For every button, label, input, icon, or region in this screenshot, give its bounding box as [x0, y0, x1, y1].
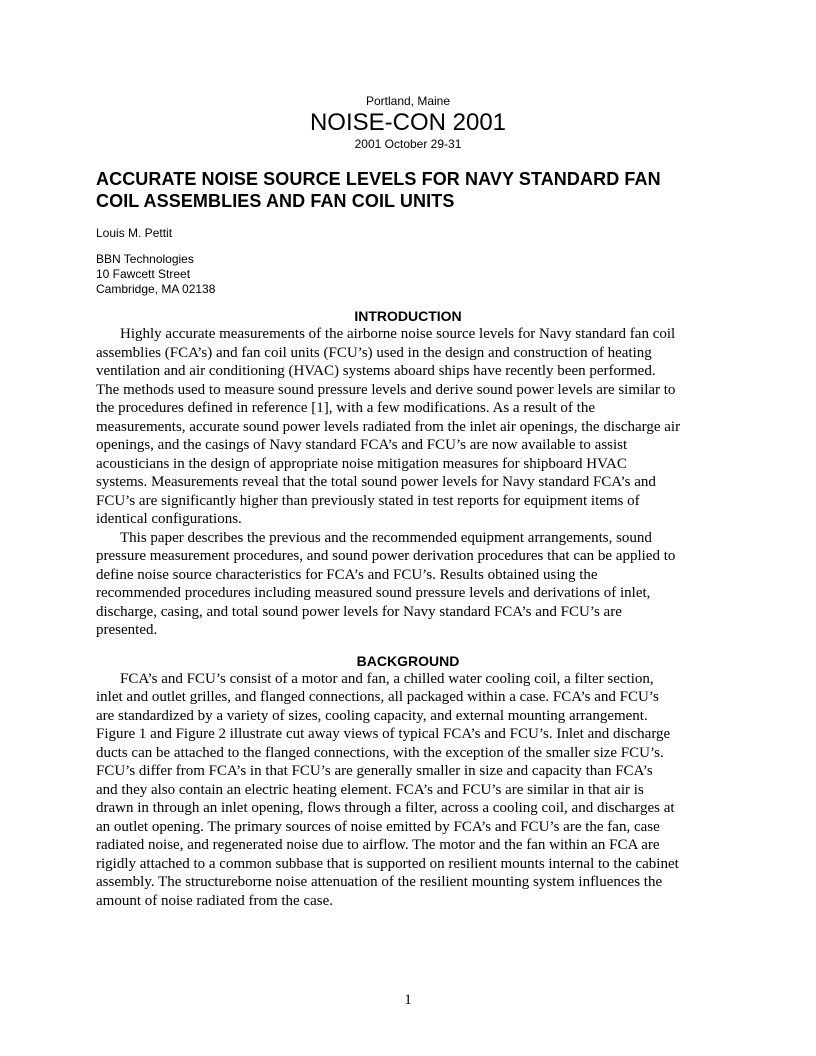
affiliation-line: Cambridge, MA 02138	[96, 282, 216, 296]
paragraph-line: an outlet opening. The primary sources of noise emitted by FCA’s and FCU’s are the fan, case	[96, 818, 660, 835]
paragraph-line: FCA’s and FCU’s consist of a motor and fan, a chilled water cooling coil, a filter section,	[120, 670, 654, 687]
page-number: 1	[404, 992, 412, 1008]
paragraph-line: ducts can be attached to the flanged connections, with the exception of the smaller size FCU’s.	[96, 744, 664, 761]
paragraph-line: systems. Measurements reveal that the total sound power levels for Navy standard FCA’s and	[96, 474, 656, 490]
paper-title-line: ACCURATE NOISE SOURCE LEVELS FOR NAVY STANDARD FAN	[96, 169, 661, 189]
section-heading-background: BACKGROUND	[356, 652, 460, 669]
introduction-paragraph-2	[96, 529, 720, 640]
paragraph-line: identical configurations.	[96, 511, 242, 527]
paragraph-line: assemblies (FCA’s) and fan coil units (FCU’s) used in the design and construction of heating	[96, 344, 652, 361]
paragraph-line: are standardized by a variety of sizes, cooling capacity, and external mounting arrangement.	[96, 707, 648, 724]
author-affiliation	[96, 252, 720, 297]
paragraph-line: define noise source characteristics for FCA’s and FCU’s. Results obtained using the	[96, 566, 598, 583]
paragraph-line: measurements, accurate sound power levels radiated from the inlet air openings, the discharge air	[96, 418, 681, 435]
paragraph-line: pressure measurement procedures, and sound power derivation procedures that can be applied to	[96, 548, 676, 564]
paragraph-line: inlet and outlet grilles, and flanged connections, all packaged within a case. FCA’s and FCU’s	[96, 689, 659, 705]
paragraph-line: the procedures defined in reference [1], with a few modifications. As a result of the	[96, 400, 595, 416]
author-name: Louis M. Pettit	[96, 226, 173, 240]
paper-page	[96, 94, 720, 910]
affiliation-line: BBN Technologies	[96, 252, 194, 266]
paragraph-line: and they also contain an electric heating element. FCA’s and FCU’s are similar in that air is	[96, 781, 644, 798]
paragraph-line: radiated noise, and regenerated noise due to airflow. The motor and the fan within an FCA are	[96, 837, 660, 853]
paragraph-line: drawn in through an inlet opening, flows through a filter, across a cooling coil, and discharges at	[96, 800, 675, 816]
paragraph-line: amount of noise radiated from the case.	[96, 892, 333, 909]
paper-title-line: COIL ASSEMBLIES AND FAN COIL UNITS	[96, 191, 455, 211]
introduction-paragraph-1	[96, 325, 720, 529]
paragraph-line: Figure 1 and Figure 2 illustrate cut away views of typical FCA’s and FCU’s. Inlet and discharge	[96, 726, 671, 742]
background-paragraph-1	[96, 670, 720, 911]
paragraph-line: recommended procedures including measured sound pressure levels and derivations of inlet,	[96, 585, 651, 601]
paragraph-line: openings, and the casings of Navy standard FCA’s and FCU’s are now available to assist	[96, 437, 628, 453]
paragraph-line: This paper describes the previous and the recommended equipment arrangements, sound	[120, 529, 652, 546]
paper-title	[96, 168, 720, 212]
paragraph-line: acousticians in the design of appropriate noise mitigation measures for shipboard HVAC	[96, 455, 627, 472]
conference-location: Portland, Maine	[365, 94, 451, 108]
paragraph-line: The methods used to measure sound pressure levels and derive sound power levels are similar to	[96, 381, 676, 398]
paragraph-line: rigidly attached to a common subbase that is supported on resilient mounts internal to the cabinet	[96, 855, 679, 872]
section-heading-introduction: INTRODUCTION	[354, 308, 462, 324]
paragraph-line: FCU’s differ from FCA’s in that FCU’s are generally smaller in size and capacity than FCA’s	[96, 763, 653, 779]
paragraph-line: ventilation and air conditioning (HVAC) systems aboard ships have recently been performed.	[96, 363, 656, 379]
paragraph-line: discharge, casing, and total sound power levels for Navy standard FCA’s and FCU’s are	[96, 603, 622, 620]
conference-date: 2001 October 29-31	[354, 137, 462, 151]
affiliation-line: 10 Fawcett Street	[96, 267, 191, 281]
paragraph-line: assembly. The structureborne noise attenuation of the resilient mounting system influences the	[96, 874, 663, 890]
conference-name: NOISE-CON 2001	[309, 109, 507, 136]
paragraph-line: Highly accurate measurements of the airborne noise source levels for Navy standard fan coil	[120, 326, 676, 342]
paragraph-line: presented.	[96, 622, 158, 638]
paragraph-line: FCU’s are significantly higher than previously stated in test reports for equipment items of	[96, 492, 640, 509]
